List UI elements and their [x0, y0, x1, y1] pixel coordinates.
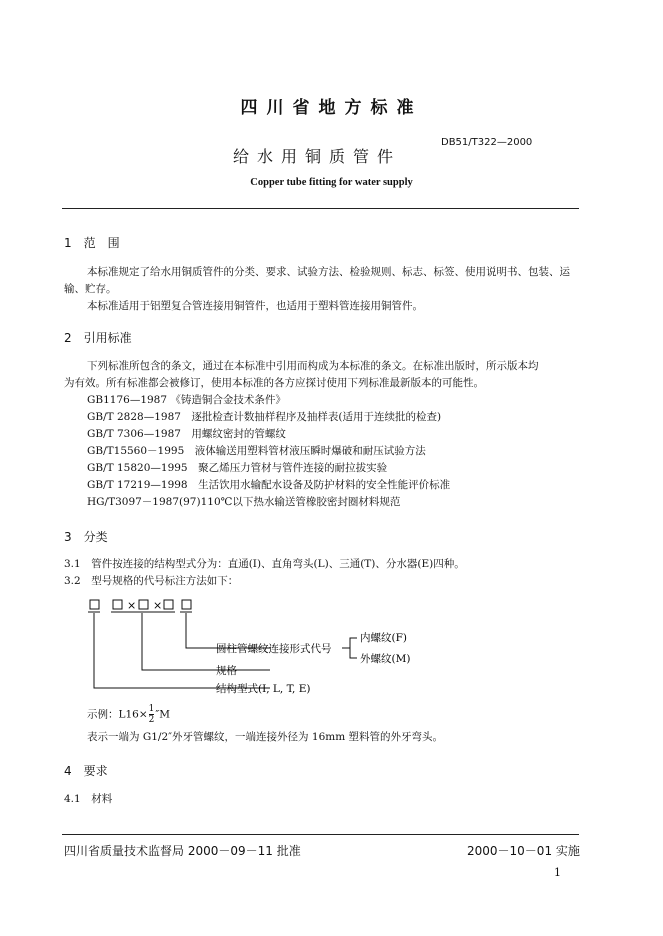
times-sign: ×: [153, 599, 163, 612]
english-title: Copper tube fitting for water supply: [250, 177, 413, 188]
section-1-para-1-line-2: 输、贮存。: [64, 283, 117, 295]
section-4-item-1: 4.1 材料: [64, 793, 113, 805]
section-2-para-line-1: 下列标准所包含的条文，通过在本标准中引用而构成为本标准的条文。在标准出版时，所示版本均: [87, 360, 539, 372]
code-box-size-3: [164, 600, 173, 609]
document-title: 给水用铜质管件: [233, 147, 402, 166]
times-sign: ×: [127, 599, 137, 612]
model-code-diagram: [80, 596, 420, 704]
page-number: 1: [554, 866, 561, 879]
standard-type: 四川省地方标准: [240, 98, 423, 118]
section-3-item-1: 3.1 管件按连接的结构型式分为：直通(I)、直角弯头(L)、三通(T)、分水器(E)四种。: [64, 558, 465, 570]
reference-item: GB/T 2828—1987 逐批检查计数抽样程序及抽样表(适用于连续批的检查): [87, 411, 442, 423]
section-3-item-2: 3.2 型号规格的代号标注方法如下：: [64, 575, 239, 587]
external-thread-label: 外螺纹(M): [360, 653, 411, 665]
document-number: DB51/T322—2000: [441, 137, 533, 148]
spec-label: 规格: [216, 665, 237, 677]
section-3-heading: 3 分类: [64, 530, 108, 544]
example-suffix: ″M: [155, 708, 171, 721]
example-explanation: 表示一端为 G1/2″外牙管螺纹，一端连接外径为 16mm 塑料管的外牙弯头。: [87, 731, 443, 743]
example-line: [87, 704, 170, 725]
header-rule: [62, 208, 579, 209]
internal-thread-label: 内螺纹(F): [360, 632, 407, 644]
reference-item: HG/T3097－1987(97)110℃以下热水输送管橡胶密封圈材料规范: [87, 496, 401, 508]
approval-statement: 四川省质量技术监督局 2000－09－11 批准: [64, 844, 301, 858]
reference-item: GB/T15560－1995 液体输送用塑料管材液压瞬时爆破和耐压试验方法: [87, 445, 426, 457]
code-box-size-1: [113, 600, 122, 609]
section-1-heading: 1 范 围: [64, 236, 120, 250]
reference-item: GB1176—1987 《铸造铜合金技术条件》: [87, 394, 286, 406]
section-2-heading: 2 引用标准: [64, 331, 132, 345]
code-box-thread: [182, 600, 191, 609]
fraction-numerator: 1: [148, 704, 155, 714]
thread-code-label: 圆柱管螺纹连接形式代号: [216, 643, 332, 655]
reference-item: GB/T 15820—1995 聚乙烯压力管材与管件连接的耐拉拔实验: [87, 462, 388, 474]
reference-item: GB/T 17219—1998 生活饮用水输配水设备及防护材料的安全性能评价标准: [87, 479, 451, 491]
section-2-para-line-2: 为有效。所有标准都会被修订，使用本标准的各方应探讨使用下列标准最新版本的可能性。: [64, 377, 484, 389]
example-prefix: 示例：L16×: [87, 708, 148, 721]
implementation-date: 2000－10－01 实施: [467, 844, 580, 858]
section-4-heading: 4 要求: [64, 764, 108, 778]
reference-item: GB/T 7306—1987 用螺纹密封的管螺纹: [87, 428, 286, 440]
section-1-para-1-line-1: 本标准规定了给水用铜质管件的分类、要求、试验方法、检验规则、标志、标签、使用说明书、包装、运: [87, 266, 570, 278]
fraction-denominator: 2: [148, 715, 155, 725]
code-box-size-2: [139, 600, 148, 609]
code-box-structure: [90, 600, 99, 609]
structure-label: 结构型式(I, L, T, E): [216, 683, 311, 695]
example-fraction: [149, 704, 155, 725]
section-1-para-2: 本标准适用于铝塑复合管连接用铜管件，也适用于塑料管连接用铜管件。: [87, 300, 423, 312]
footer-rule: [62, 834, 579, 835]
